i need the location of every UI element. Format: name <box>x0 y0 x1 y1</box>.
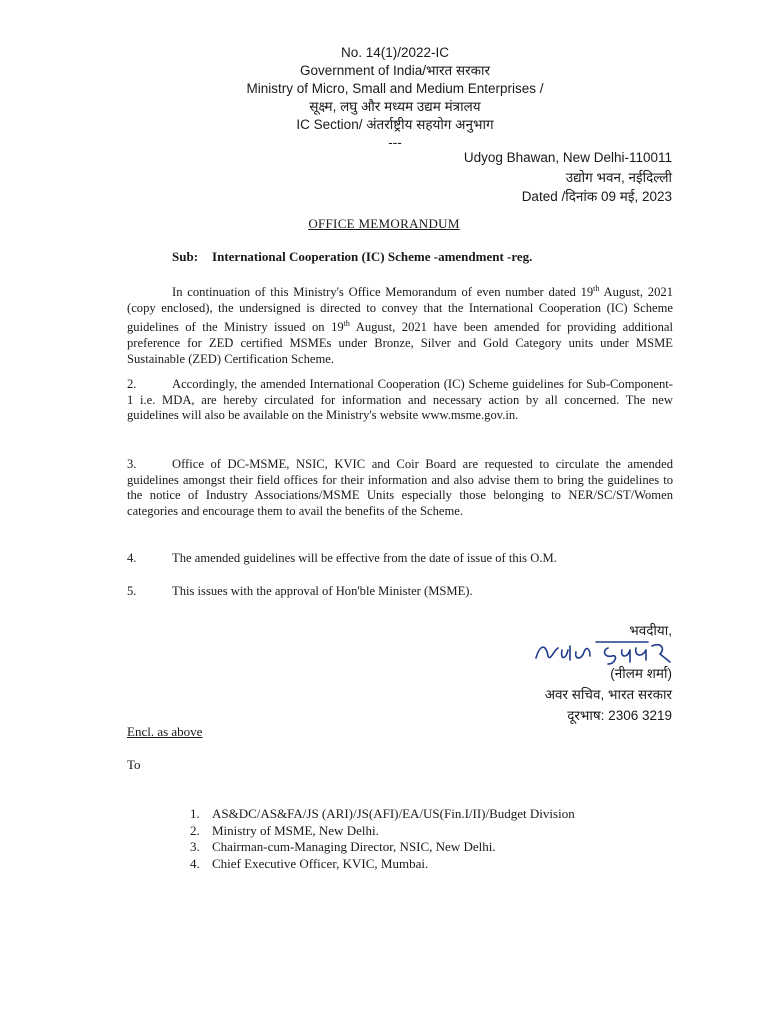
list-item-text: Chief Executive Officer, KVIC, Mumbai. <box>212 855 429 871</box>
address-english: Udyog Bhawan, New Delhi-110011 <box>463 150 672 165</box>
p5-text: This issues with the approval of Hon'ble Minister (MSME). <box>172 584 473 598</box>
list-item <box>190 823 575 840</box>
closing: भवदीया, <box>629 623 672 638</box>
list-item <box>190 856 575 873</box>
list-item-text: AS&DC/AS&FA/JS (ARI)/JS(AFI)/EA/US(Fin.I/II)/Budget Division <box>212 806 575 821</box>
list-item-number: 1. <box>190 806 200 821</box>
list-item <box>190 806 575 823</box>
p2-text: Accordingly, the amended International Cooperation (IC) Scheme guidelines for Sub-Component-1 i.e. MDA, are hereby circulated for information and necessary action by all concerned. The new guidelines will also be available on the Ministry's website www.msme.gov.in. <box>127 377 673 423</box>
distribution-list <box>190 806 575 872</box>
paragraph-2 <box>127 377 673 424</box>
list-item-number: 2. <box>190 822 200 838</box>
p1-part2: August, 2021 (copy enclosed), the undersigned is directed to convey that the International Cooperation (IC) Scheme guidelines of the Ministry issued on 19 <box>127 285 673 335</box>
signatory-name: (नीलम शर्मा) <box>610 666 672 681</box>
reference-number: No. 14(1)/2022-IC <box>340 45 450 60</box>
p4-text: The amended guidelines will be effective from the date of issue of this O.M. <box>172 551 557 565</box>
p4-number: 4. <box>127 551 137 565</box>
letter-header <box>160 44 630 152</box>
section-line: IC Section/ अंतर्राष्ट्रीय सहयोग अनुभाग <box>296 117 494 132</box>
ministry-hindi: सूक्ष्म, लघु और मध्यम उद्यम मंत्रालय <box>309 99 481 114</box>
p1-sup1: th <box>593 284 600 293</box>
to-label: To <box>127 757 141 772</box>
header-separator: --- <box>388 135 402 150</box>
list-item-text: Chairman-cum-Managing Director, NSIC, New Delhi. <box>212 839 496 854</box>
place-and-date <box>464 148 672 207</box>
subject-line <box>172 249 532 265</box>
signatory-phone: दूरभाष: 2306 3219 <box>567 708 672 723</box>
ministry-english: Ministry of Micro, Small and Medium Enterprises / <box>246 81 544 96</box>
p5-number: 5. <box>127 584 137 598</box>
p1-sup2: th <box>343 319 350 329</box>
paragraph-1 <box>127 281 673 367</box>
list-item-number: 3. <box>190 839 200 854</box>
list-item-number: 4. <box>190 855 200 871</box>
list-item-text: Ministry of MSME, New Delhi. <box>212 822 379 838</box>
memo-title: OFFICE MEMORANDUM <box>308 216 460 231</box>
list-item <box>190 839 575 856</box>
handwritten-signature <box>530 636 680 668</box>
paragraph-3 <box>127 457 673 519</box>
address-hindi: उद्योग भवन, नईदिल्ली <box>565 169 672 185</box>
p3-text: Office of DC-MSME, NSIC, KVIC and Coir Board are requested to circulate the amended guidelines amongst their field offices for their information and also advise them to bring the guidelines to the notice of Industry Associations/MSME Units especially those belonging to NER/SC/ST/Women categories and encourage them to avail the benefits of the Scheme. <box>127 457 673 518</box>
date-line: Dated /दिनांक 09 मई, 2023 <box>521 189 672 204</box>
paragraph-5 <box>127 584 673 600</box>
subject-text: International Cooperation (IC) Scheme -amendment -reg. <box>212 249 533 264</box>
p1-part1: In continuation of this Ministry's Office Memorandum of even number dated 19 <box>172 285 594 300</box>
p2-number: 2. <box>127 377 137 391</box>
p1-part3: August, 2021 have been amended for providing additional preference for ZED certified MSMEs under Bronze, Silver and Gold Category units under MSME Sustainable (ZED) Certification Scheme. <box>127 320 673 366</box>
p3-number: 3. <box>127 457 137 471</box>
signatory-designation: अवर सचिव, भारत सरकार <box>544 687 672 702</box>
paragraph-4 <box>127 551 673 567</box>
government-line: Government of India/भारत सरकार <box>299 63 491 78</box>
enclosure-note: Encl. as above <box>127 724 203 739</box>
subject-label: Sub: <box>172 249 199 264</box>
